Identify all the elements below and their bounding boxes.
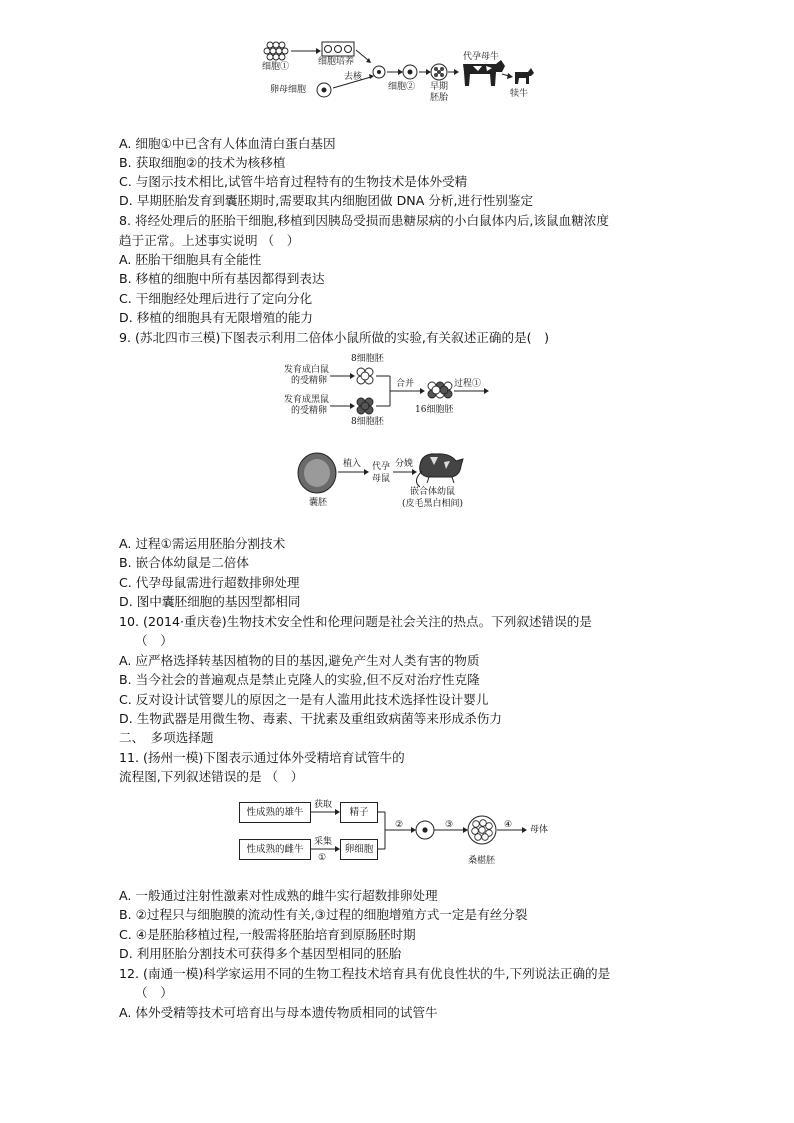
label-step1: ① xyxy=(318,853,327,863)
q10-option-c: C. 反对设计试管婴儿的原因之一是有人滥用此技术选择性设计婴儿 xyxy=(119,692,489,707)
q9-stem: 9. (苏北四市三模)下图表示利用二倍体小鼠所做的实验,有关叙述正确的是( ) xyxy=(119,330,550,345)
label-8cell-top: 8细胞胚 xyxy=(351,354,384,364)
figure-cloning-cow xyxy=(258,36,538,104)
label-enucleate: 去核 xyxy=(344,72,363,82)
q7-option-c: C. 与图示技术相比,试管牛培育过程特有的生物技术是体外受精 xyxy=(119,174,468,189)
label-early-embryo-2: 胚胎 xyxy=(430,93,449,103)
section-heading-multiple-choice: 二、 多项选择题 xyxy=(119,730,214,745)
q11-stem-line1: 11. (扬州一模)下图表示通过体外受精培育试管牛的 xyxy=(119,750,405,765)
label-white-zygote-1: 发育成白鼠 xyxy=(284,365,330,375)
q8-stem-line1: 8. 将经处理后的胚胎干细胞,移植到因胰岛受损而患糖尿病的小白鼠体内后,该鼠血糖浓度 xyxy=(119,213,609,228)
label-black-zygote-2: 的受精卵 xyxy=(291,406,328,416)
q11-option-d: D. 利用胚胎分割技术可获得多个基因型相同的胚胎 xyxy=(119,946,402,961)
q12-option-a: A. 体外受精等技术可培育出与母本遗传物质相同的试管牛 xyxy=(119,1005,438,1020)
label-blastocyst: 囊胚 xyxy=(309,498,328,508)
q8-stem-line2: 趋于正常。上述事实说明 （ ） xyxy=(119,233,300,248)
q9-option-a: A. 过程①需运用胚胎分割技术 xyxy=(119,536,286,551)
label-step2: ② xyxy=(395,820,404,830)
label-surrogate-cow: 代孕母牛 xyxy=(463,52,500,62)
q11-stem-line2: 流程图,下列叙述错误的是 （ ） xyxy=(119,769,304,784)
q10-option-b: B. 当今社会的普遍观点是禁止克隆人的实验,但不反对治疗性克隆 xyxy=(119,672,480,687)
label-16cell: 16细胞胚 xyxy=(415,405,454,415)
q12-stem-line1: 12. (南通一模)科学家运用不同的生物工程技术培育具有优良性状的牛,下列说法正确的是 xyxy=(119,966,611,981)
q12-stem-line2: （ ） xyxy=(135,985,173,1000)
figure-chimera-mouse xyxy=(284,353,504,523)
box-sperm: 精子 xyxy=(340,802,378,823)
q11-option-b: B. ②过程只与细胞膜的流动性有关,③过程的细胞增殖方式一定是有丝分裂 xyxy=(119,907,528,922)
q8-option-b: B. 移植的细胞中所有基因都得到表达 xyxy=(119,271,325,286)
label-process1: 过程① xyxy=(454,379,482,389)
q7-option-a: A. 细胞①中已含有人体血清白蛋白基因 xyxy=(119,136,336,151)
q7-option-d: D. 早期胚胎发育到囊胚期时,需要取其内细胞团做 DNA 分析,进行性别鉴定 xyxy=(119,193,534,208)
q10-stem-line1: 10. (2014·重庆卷)生物技术安全性和伦理问题是社会关注的热点。下列叙述错误的是 xyxy=(119,614,592,629)
q11-option-a: A. 一般通过注射性激素对性成熟的雌牛实行超数排卵处理 xyxy=(119,888,438,903)
label-egg: 卵母细胞 xyxy=(270,85,307,95)
q11-option-c: C. ④是胚胎移植过程,一般需将胚胎培育到原肠胚时期 xyxy=(119,927,416,942)
label-implant: 植入 xyxy=(343,459,362,469)
label-early-embryo-1: 早期 xyxy=(430,82,449,92)
label-surrogate-mouse-2: 母鼠 xyxy=(372,474,391,484)
label-8cell-bottom: 8细胞胚 xyxy=(351,417,384,427)
q8-option-c: C. 干细胞经处理后进行了定向分化 xyxy=(119,291,313,306)
label-black-zygote-1: 发育成黑鼠 xyxy=(284,395,330,405)
label-cell1: 细胞① xyxy=(262,62,290,72)
q10-option-a: A. 应严格选择转基因植物的目的基因,避免产生对人类有害的物质 xyxy=(119,653,480,668)
label-surrogate-mouse-1: 代孕 xyxy=(372,462,391,472)
label-chimera-1: 嵌合体幼鼠 xyxy=(410,487,456,497)
label-morula: 桑椹胚 xyxy=(468,856,496,866)
box-egg-cell: 卵细胞 xyxy=(340,839,378,860)
q9-option-c: C. 代孕母鼠需进行超数排卵处理 xyxy=(119,575,300,590)
box-mature-cow: 性成熟的雌牛 xyxy=(239,839,311,860)
label-step3: ③ xyxy=(445,820,454,830)
q10-option-d: D. 生物武器是用微生物、毒素、干扰素及重组致病菌等来形成杀伤力 xyxy=(119,711,502,726)
label-white-zygote-2: 的受精卵 xyxy=(291,376,328,386)
label-chimera-2: (皮毛黑白相间) xyxy=(402,499,464,509)
label-merge: 合并 xyxy=(396,379,415,389)
q8-option-d: D. 移植的细胞具有无限增殖的能力 xyxy=(119,310,314,325)
q8-option-a: A. 胚胎干细胞具有全能性 xyxy=(119,252,262,267)
label-step4: ④ xyxy=(504,820,513,830)
label-collect: 采集 xyxy=(314,837,333,847)
q10-stem-line2: （ ） xyxy=(135,633,173,648)
q9-option-b: B. 嵌合体幼鼠是二倍体 xyxy=(119,555,249,570)
label-mother: 母体 xyxy=(530,825,549,835)
label-cell2: 细胞② xyxy=(388,82,416,92)
figure-ivf-flow xyxy=(239,800,559,870)
q9-option-d: D. 图中囊胚细胞的基因型都相同 xyxy=(119,594,301,609)
q7-option-b: B. 获取细胞②的技术为核移植 xyxy=(119,155,286,170)
label-culture: 细胞培养 xyxy=(318,57,355,67)
label-obtain: 获取 xyxy=(314,800,333,810)
box-mature-bull: 性成熟的雄牛 xyxy=(239,802,311,823)
label-birth: 分娩 xyxy=(395,459,414,469)
label-calf: 犊牛 xyxy=(510,89,529,99)
